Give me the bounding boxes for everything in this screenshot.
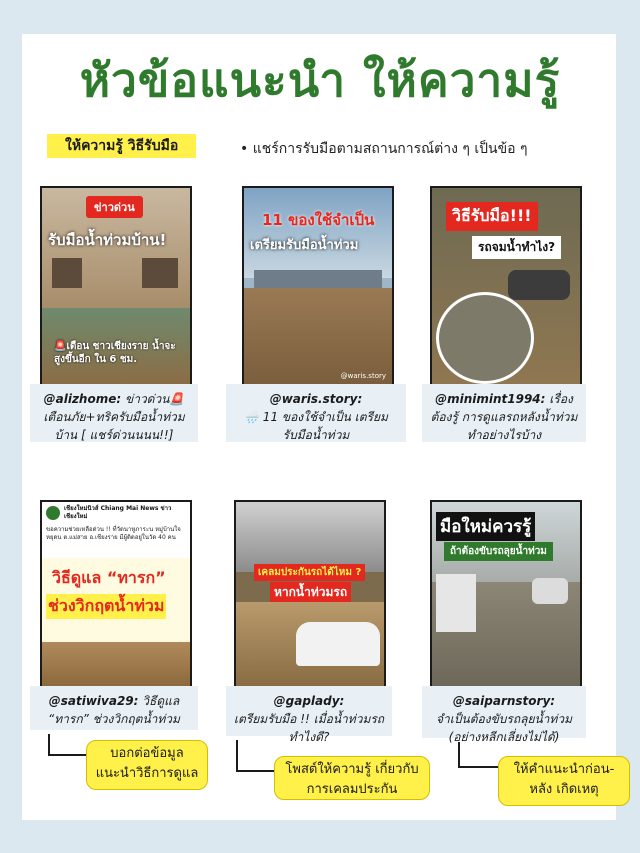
post-thumbnail-1[interactable] bbox=[40, 186, 192, 386]
post-thumbnail-2[interactable] bbox=[242, 186, 394, 386]
post-thumbnail-3[interactable] bbox=[430, 186, 582, 386]
building-shape bbox=[254, 270, 382, 288]
car-shape bbox=[296, 622, 380, 666]
post-thumbnail-4[interactable] bbox=[40, 500, 192, 688]
page-title: หัวข้อแนะนำ ให้ความรู้ bbox=[79, 53, 561, 107]
caption-user: @saiparnstory: bbox=[452, 694, 556, 708]
thumb-title: มือใหม่ควรรู้ bbox=[436, 512, 535, 541]
caption-text: 🌧️ 11 ของใช้จำเป็น เตรียมรับมือน้ำท่วม bbox=[244, 410, 388, 442]
thumb-title-1: 11 ของใช้จำเป็น bbox=[262, 211, 375, 229]
thumb-title-1: เคลมประกันรถได้ไหม ? bbox=[254, 564, 365, 581]
caption-user: @waris.story: bbox=[269, 392, 363, 406]
post-caption-2[interactable] bbox=[226, 384, 406, 442]
thumb-title-2: เตรียมรับมือน้ำท่วม bbox=[250, 238, 359, 253]
caption-text: วิธีดูแล “ทารก” ช่วงวิกฤตน้ำท่วม bbox=[48, 694, 180, 726]
flood-water bbox=[42, 642, 190, 686]
caption-text: ข่าวด่วน🚨 เตือนภัย+ทริครับมือน้ำท่วมบ้าน [ แชร์ด่วนนนน!!] bbox=[43, 392, 185, 442]
avatar bbox=[46, 506, 60, 520]
post-caption-6[interactable] bbox=[422, 686, 586, 744]
inset-circle bbox=[436, 292, 534, 384]
post-caption-4[interactable] bbox=[30, 686, 198, 730]
thumb-subtitle: ถ้าต้องขับรถลุยน้ำท่วม bbox=[444, 542, 553, 561]
window-shape bbox=[52, 258, 82, 288]
sky-shape bbox=[244, 188, 392, 278]
post-thumbnail-5[interactable] bbox=[234, 500, 386, 688]
note-bubble-6: ให้คำแนะนำก่อน-หลัง เกิดเหตุ bbox=[498, 756, 630, 806]
caption-text: เรื่องต้องรู้ การดูแลรถหลังน้ำท่วม ทำอย่างไรบ้าง bbox=[430, 392, 578, 442]
window-shape bbox=[142, 258, 178, 288]
post-caption-5[interactable] bbox=[226, 686, 392, 744]
connector-line bbox=[48, 734, 86, 756]
caption-user: @gaplady: bbox=[273, 694, 345, 708]
subtitle-text: แชร์การรับมือตามสถานการณ์ต่าง ๆ เป็นข้อ ๆ bbox=[252, 141, 528, 157]
fb-post-text: ขอความช่วยเหลือด่วน !! ที่วัดนาหูภาระน หมู่บ้านใจหยุดน ต.แม่สาย อ.เชียงราย มีผู้ติดอยู่ในวัด 40 คน bbox=[46, 526, 181, 541]
caption-user: @minimint1994: bbox=[435, 392, 546, 406]
post-thumbnail-6[interactable] bbox=[430, 500, 582, 688]
post-caption-1[interactable] bbox=[30, 384, 198, 442]
caption-text: เตรียมรับมือ !! เมื่อน้ำท่วมรถทำไงดี? bbox=[233, 712, 385, 744]
page-subtitle bbox=[240, 138, 528, 160]
caption-user: @satiwiva29: bbox=[48, 694, 139, 708]
thumb-subtitle: รถจมน้ำทำไง? bbox=[472, 236, 561, 259]
thumb-title-2: ช่วงวิกฤตน้ำท่วม bbox=[46, 594, 166, 619]
connector-line bbox=[236, 740, 274, 772]
parking-scene bbox=[236, 502, 384, 572]
post-caption-3[interactable] bbox=[422, 384, 586, 442]
caption-text: จำเป็นต้องขับรถลุยน้ำท่วม (อย่างหลีกเลี่ยงไม่ได้) bbox=[436, 712, 572, 744]
thumb-title: รับมือน้ำท่วมบ้าน! bbox=[48, 231, 167, 249]
fb-page-name: เชียงใหม่นิวส์ Chiang Mai News ข่าว เชียงใหม่ bbox=[64, 505, 172, 520]
note-bubble-5: โพสต์ให้ความรู้ เกี่ยวกับการเคลมประกัน bbox=[274, 756, 430, 800]
caption-user: @alizhome: bbox=[43, 392, 122, 406]
flood-water bbox=[244, 288, 392, 384]
thumb-title: วิธีรับมือ!!! bbox=[446, 202, 538, 231]
bullet: • bbox=[240, 141, 249, 157]
breaking-badge: ข่าวด่วน bbox=[86, 196, 143, 218]
thumb-watermark: @waris.story bbox=[340, 372, 386, 380]
connector-line bbox=[458, 742, 500, 768]
topic-tag: ให้ความรู้ วิธีรับมือ bbox=[47, 134, 196, 158]
thumb-title-1: วิธีดูแล “ทารก” bbox=[52, 568, 166, 587]
thumb-subtitle bbox=[54, 340, 182, 366]
thumb-title-2: หากน้ำท่วมรถ bbox=[270, 582, 351, 603]
note-bubble-4: บอกต่อข้อมูล แนะนำวิธีการดูแล bbox=[86, 740, 208, 790]
car-shape bbox=[508, 270, 570, 300]
truck-shape bbox=[436, 574, 476, 632]
thumb-subtitle-text: 🚨เตือน ชาวเชียงราย น้ำจะสูงขึ้นอีก ใน 6 ชม. bbox=[54, 341, 176, 365]
car-shape bbox=[532, 578, 568, 604]
